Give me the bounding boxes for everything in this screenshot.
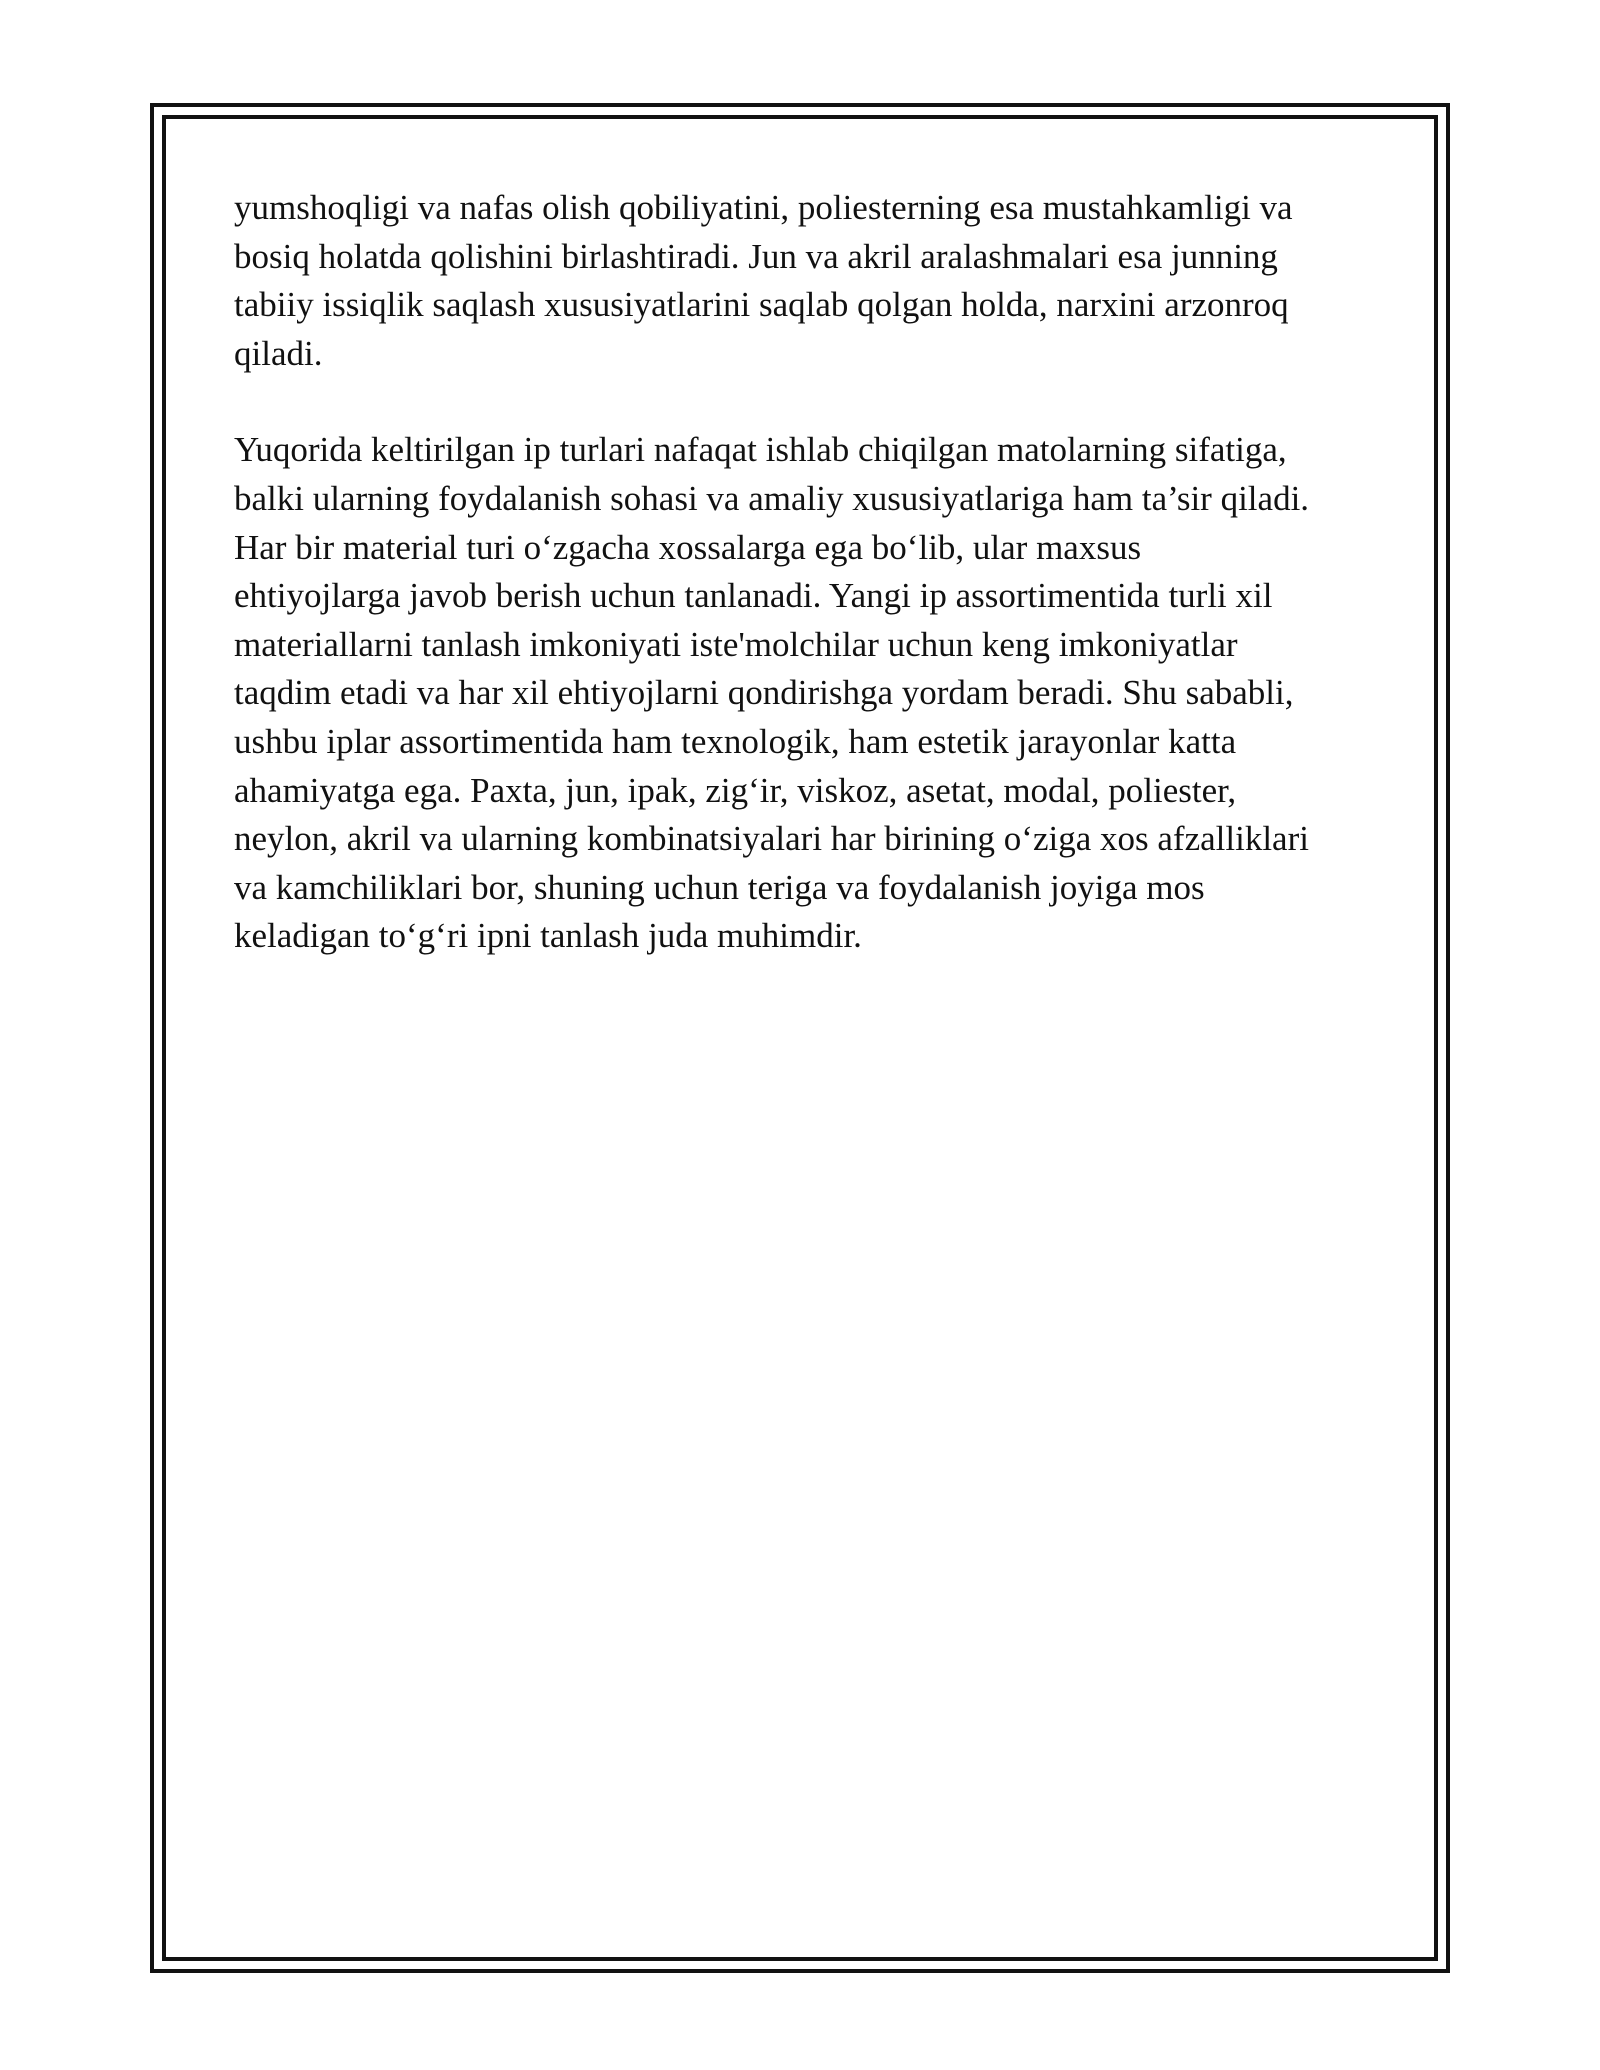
paragraph-2: Yuqorida keltirilgan ip turlari nafaqat ishlab chiqilgan matolarning sifatiga, balki ularning foydalanish sohasi va amaliy xususiyatlariga ham ta’sir qiladi. Har bir material turi o‘zgacha xossalarga ega bo‘lib, ular maxsus ehtiyojlarga javob berish uchun tanlanadi. Yangi ip assortimentida turli xil materiallarni tanlash imkoniyati iste'molchilar uchun keng imkoniyatlar taqdim etadi va har xil ehtiyojlarni qondirishga yordam beradi. Shu sababli, ushbu iplar assortimentida ham texnologik, ham estetik jarayonlar katta ahamiyatga ega. Paxta, jun, ipak, zig‘ir, viskoz, asetat, modal, poliester, neylon, akril va ularning kombinatsiyalari har birining o‘ziga xos afzalliklari va kamchiliklari bor, shuning uchun teriga va foydalanish joyiga mos keladigan to‘g‘ri ipni tanlash juda muhimdir.	[234, 430, 1310, 956]
document-body	[234, 184, 1394, 961]
paragraph-1: yumshoqligi va nafas olish qobiliyatini, poliesterning esa mustahkamligi va bosiq holatda qolishini birlashtiradi. Jun va akril aralashmalari esa junning tabiiy issiqlik saqlash xususiyatlarini saqlab qolgan holda, narxini arzonroq qiladi.	[234, 188, 1293, 373]
